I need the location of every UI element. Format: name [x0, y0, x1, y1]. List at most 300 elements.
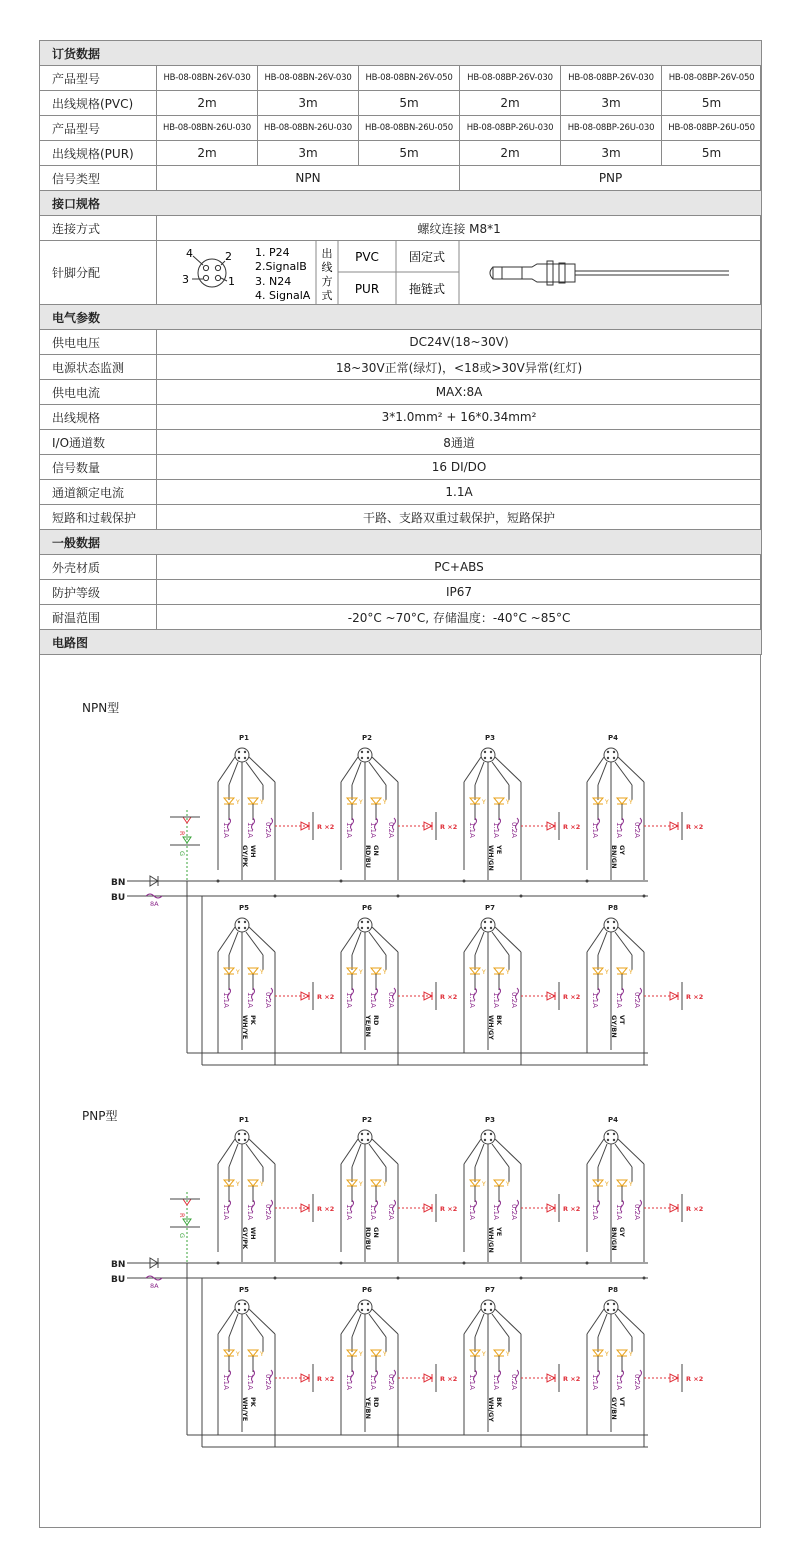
port-connector-icon — [481, 918, 495, 932]
led-y-label: Y — [383, 1351, 387, 1358]
bu-label: BU — [111, 1275, 126, 1285]
connection-label: 连接方式 — [40, 216, 157, 241]
pin-hole — [215, 265, 220, 270]
wire — [615, 762, 632, 785]
pur-length: 5m — [359, 141, 460, 166]
wire-code: YE/BN — [364, 1397, 372, 1419]
wire-code: RD — [372, 1015, 380, 1026]
pin-dot — [490, 1133, 492, 1135]
wire — [218, 1139, 235, 1164]
led-y-label: Y — [482, 1351, 486, 1358]
pin-dot — [361, 751, 363, 753]
wire-code: WH/GN — [487, 845, 495, 871]
led-icon — [494, 798, 504, 804]
led-y-label: Y — [605, 1181, 609, 1188]
pin-dot — [238, 921, 240, 923]
elec-value: MAX:8A — [157, 380, 762, 405]
pin-dot — [484, 1133, 486, 1135]
section-interface: 接口规格 — [40, 191, 762, 216]
junction-dot — [397, 895, 400, 898]
power-led-r: R — [178, 831, 186, 836]
pin-dot — [367, 1309, 369, 1311]
wire — [615, 1144, 632, 1167]
led-y-label: Y — [482, 799, 486, 806]
pin-dot — [607, 757, 609, 759]
port-connector-icon — [604, 918, 618, 932]
led-y-label: Y — [383, 1181, 387, 1188]
red-led-label: R ×2 — [563, 993, 581, 1001]
pin-dot — [367, 927, 369, 929]
pin-dot — [244, 927, 246, 929]
wire-code: GY/PK — [241, 845, 249, 868]
wire — [464, 757, 481, 782]
fuse-label: 0.2A — [510, 1374, 518, 1390]
elec-label: 电源状态监测 — [40, 355, 157, 380]
port-label: P1 — [239, 735, 250, 742]
fuse-label: 0.2A — [264, 992, 272, 1008]
junction-dot — [274, 895, 277, 898]
signal-pnp: PNP — [460, 166, 762, 191]
led-icon — [248, 1350, 258, 1356]
port-label: P3 — [485, 735, 496, 742]
pvc-model: HB-08-08BN-26V-030 — [157, 66, 258, 91]
pin-dot — [484, 757, 486, 759]
wire — [249, 757, 275, 782]
pin-dot — [613, 757, 615, 759]
pin-dot — [613, 1133, 615, 1135]
red-led-label: R ×2 — [563, 823, 581, 831]
junction-dot — [463, 1262, 466, 1265]
led-icon — [617, 968, 627, 974]
junction-dot — [643, 895, 646, 898]
port-connector-icon — [235, 1300, 249, 1314]
section-general: 一般数据 — [40, 530, 762, 555]
outlet-pur: PUR — [354, 282, 380, 296]
fuse-label: 1.1A — [345, 822, 353, 838]
fuse-label: 1.1A — [222, 1374, 230, 1390]
junction-dot — [520, 895, 523, 898]
wire — [495, 1139, 521, 1164]
elec-value: DC24V(18~30V) — [157, 330, 762, 355]
pin-dot — [607, 1309, 609, 1311]
wire — [464, 927, 481, 952]
general-value: -20°C ~70°C, 存储温度：-40°C ~85°C — [157, 605, 762, 630]
pin-dot — [613, 921, 615, 923]
led-y-label: Y — [359, 1351, 363, 1358]
elec-value: 16 DI/DO — [157, 455, 762, 480]
wire-code: WH/GN — [487, 1227, 495, 1253]
port-label: P2 — [362, 1117, 373, 1124]
pin-dot — [607, 751, 609, 753]
pin-dot — [361, 921, 363, 923]
pin-desc: 4. SignalA — [255, 289, 311, 302]
pvc-model: HB-08-08BP-26V-050 — [662, 66, 762, 91]
section-ordering: 订货数据 — [40, 41, 762, 66]
pin-dot — [613, 1303, 615, 1305]
port-module — [587, 904, 703, 1050]
led-icon — [617, 1180, 627, 1186]
led-y-label: Y — [236, 969, 240, 976]
wire — [246, 932, 263, 955]
elec-label: I/O通道数 — [40, 430, 157, 455]
pvc-length: 2m — [157, 91, 258, 116]
wire — [352, 1314, 361, 1337]
pin-number: 4 — [186, 247, 193, 260]
port-connector-icon — [358, 918, 372, 932]
pin-dot — [238, 1303, 240, 1305]
pin-dot — [484, 1139, 486, 1141]
general-value: PC+ABS — [157, 555, 762, 580]
wire — [464, 1139, 481, 1164]
led-y-label: Y — [236, 1181, 240, 1188]
pin-number: 1 — [228, 275, 235, 288]
pin-dot — [367, 921, 369, 923]
port-label: P6 — [362, 1286, 373, 1294]
port-module — [341, 1286, 457, 1432]
red-led-label: R ×2 — [440, 823, 458, 831]
pin-hole — [203, 265, 208, 270]
wire — [598, 762, 607, 785]
fuse-label: 1.1A — [345, 1374, 353, 1390]
wire — [341, 927, 358, 952]
wire — [618, 927, 644, 952]
wire-code: GY/BN — [610, 1397, 618, 1420]
red-led-label: R ×2 — [563, 1205, 581, 1213]
pur-model: HB-08-08BP-26U-030 — [460, 116, 561, 141]
led-y-label: Y — [605, 1351, 609, 1358]
main-fuse-label: 8A — [150, 1282, 159, 1290]
led-icon — [248, 968, 258, 974]
led-y-label: Y — [383, 969, 387, 976]
led-y-label: Y — [383, 799, 387, 806]
led-y-label: Y — [260, 1181, 264, 1188]
wire — [229, 762, 238, 785]
fuse-label: 1.1A — [468, 1204, 476, 1220]
wire — [598, 932, 607, 955]
elec-label: 供电电流 — [40, 380, 157, 405]
pin-dot — [367, 1133, 369, 1135]
led-y-label: Y — [629, 969, 633, 976]
led-y-label: Y — [506, 969, 510, 976]
wire-code: VT — [618, 1397, 626, 1407]
wire-code: GN — [372, 845, 380, 856]
led-icon — [617, 798, 627, 804]
model-label: 产品型号 — [40, 116, 157, 141]
pin-dot — [484, 927, 486, 929]
fuse-label: 1.1A — [492, 992, 500, 1008]
pin-dot — [361, 757, 363, 759]
model-label: 产品型号 — [40, 66, 157, 91]
pin-hole — [215, 275, 220, 280]
signal-type-label: 信号类型 — [40, 166, 157, 191]
wire — [218, 1309, 235, 1334]
pin-dot — [244, 1303, 246, 1305]
fuse-label: 0.2A — [387, 822, 395, 838]
port-connector-icon — [481, 748, 495, 762]
pin-desc: 1. P24 — [255, 246, 290, 259]
junction-dot — [340, 1262, 343, 1265]
wire-code: BN/GN — [610, 1227, 618, 1251]
fuse-label: 0.2A — [387, 992, 395, 1008]
port-module — [341, 1117, 457, 1262]
red-led-label: R ×2 — [317, 1375, 335, 1383]
pin-dot — [484, 1303, 486, 1305]
wire — [475, 762, 484, 785]
general-label: 防护等级 — [40, 580, 157, 605]
elec-value: 干路、支路双重过载保护，短路保护 — [157, 505, 762, 530]
wire — [229, 932, 238, 955]
red-led-label: R ×2 — [563, 1375, 581, 1383]
wire-code: GN — [372, 1227, 380, 1238]
pnp-diagram-title: PNP型 — [82, 1109, 118, 1123]
wire — [492, 1314, 509, 1337]
wire-code: BK — [495, 1015, 503, 1025]
wire-code: GY — [618, 1227, 626, 1237]
pin-dot — [244, 1309, 246, 1311]
led-icon — [371, 798, 381, 804]
pin-dot — [361, 927, 363, 929]
wire — [249, 1309, 275, 1334]
led-icon — [248, 798, 258, 804]
led-y-label: Y — [506, 1181, 510, 1188]
elec-label: 供电电压 — [40, 330, 157, 355]
pin-desc: 2.SignalB — [255, 260, 307, 273]
wire — [229, 1144, 238, 1167]
power-led-r: R — [178, 1213, 186, 1218]
pin-dot — [244, 1133, 246, 1135]
fuse-label: 0.2A — [387, 1204, 395, 1220]
fuse-label: 1.1A — [222, 1204, 230, 1220]
section-circuit: 电路图 — [40, 630, 762, 655]
red-led-label: R ×2 — [686, 993, 704, 1001]
wire-code: BN/GN — [610, 845, 618, 869]
wire — [598, 1314, 607, 1337]
power-led-g: G — [178, 1233, 186, 1239]
port-connector-icon — [358, 1130, 372, 1144]
fuse-label: 0.2A — [510, 992, 518, 1008]
led-y-label: Y — [359, 969, 363, 976]
pin-dot — [607, 927, 609, 929]
wire — [475, 1314, 484, 1337]
port-label: P3 — [485, 1117, 496, 1124]
wire — [475, 932, 484, 955]
pin-number: 2 — [225, 250, 232, 263]
npn-circuit-diagram — [0, 735, 800, 1095]
port-label: P4 — [608, 735, 619, 742]
junction-dot — [217, 1262, 220, 1265]
bu-label: BU — [111, 893, 126, 903]
spec-table — [39, 40, 762, 655]
wire-code: RD/BU — [364, 845, 372, 869]
fuse-label: 1.1A — [369, 1204, 377, 1220]
wire — [492, 762, 509, 785]
port-module — [218, 904, 334, 1050]
port-module — [218, 1286, 334, 1432]
pur-length: 3m — [561, 141, 662, 166]
port-label: P7 — [485, 1286, 496, 1294]
port-module — [464, 735, 580, 880]
wire — [218, 757, 235, 782]
wire-code: YE — [495, 1227, 503, 1237]
fuse-label: 1.1A — [615, 992, 623, 1008]
wire — [352, 762, 361, 785]
led-y-label: Y — [506, 1351, 510, 1358]
wire — [372, 1139, 398, 1164]
port-connector-icon — [235, 918, 249, 932]
outlet-label-char: 出 — [321, 247, 333, 260]
led-y-label: Y — [260, 969, 264, 976]
pvc-length: 3m — [561, 91, 662, 116]
pur-length-label: 出线规格(PUR) — [40, 141, 157, 166]
general-value: IP67 — [157, 580, 762, 605]
fuse-label: 1.1A — [615, 822, 623, 838]
elec-label: 出线规格 — [40, 405, 157, 430]
wire — [341, 1309, 358, 1334]
wire — [618, 1139, 644, 1164]
red-led-label: R ×2 — [317, 1205, 335, 1213]
wire — [249, 1139, 275, 1164]
wire-code: YE/BN — [364, 1015, 372, 1037]
pin-dot — [361, 1309, 363, 1311]
led-y-label: Y — [359, 1181, 363, 1188]
pin-dot — [490, 921, 492, 923]
pur-length: 3m — [258, 141, 359, 166]
port-label: P1 — [239, 1117, 250, 1124]
pin-dot — [613, 1309, 615, 1311]
port-connector-icon — [604, 748, 618, 762]
led-icon — [248, 1180, 258, 1186]
wire — [598, 1144, 607, 1167]
red-led-label: R ×2 — [686, 823, 704, 831]
wire-code: PK — [249, 1397, 257, 1407]
fuse-label: 1.1A — [369, 822, 377, 838]
wire — [229, 1314, 238, 1337]
port-label: P7 — [485, 904, 496, 912]
wire — [372, 927, 398, 952]
led-y-label: Y — [629, 799, 633, 806]
led-y-label: Y — [260, 799, 264, 806]
wire-code: WH/YE — [241, 1015, 249, 1040]
elec-label: 短路和过载保护 — [40, 505, 157, 530]
port-label: P6 — [362, 904, 373, 912]
wire — [615, 1314, 632, 1337]
fuse-label: 1.1A — [591, 992, 599, 1008]
connector-face-icon — [198, 259, 226, 287]
red-led-label: R ×2 — [440, 1375, 458, 1383]
port-label: P5 — [239, 904, 250, 912]
pin-dot — [607, 1139, 609, 1141]
pur-length: 2m — [157, 141, 258, 166]
led-y-label: Y — [482, 969, 486, 976]
port-connector-icon — [604, 1130, 618, 1144]
junction-dot — [643, 1277, 646, 1280]
pur-model: HB-08-08BN-26U-030 — [258, 116, 359, 141]
outlet-label-char: 线 — [321, 261, 333, 274]
wire — [475, 1144, 484, 1167]
led-icon — [617, 1350, 627, 1356]
fuse-label: 1.1A — [246, 1374, 254, 1390]
port-connector-icon — [481, 1300, 495, 1314]
junction-dot — [586, 880, 589, 883]
red-led-label: R ×2 — [317, 823, 335, 831]
wire — [587, 927, 604, 952]
general-label: 外壳材质 — [40, 555, 157, 580]
wire — [587, 1139, 604, 1164]
wire — [369, 1144, 386, 1167]
wire — [369, 932, 386, 955]
pin-dot — [367, 1139, 369, 1141]
led-y-label: Y — [236, 1351, 240, 1358]
outlet-label-char: 方 — [321, 275, 333, 288]
pin-assignment-cell — [157, 241, 761, 304]
fuse-label: 1.1A — [246, 992, 254, 1008]
fuse-label: 1.1A — [615, 1374, 623, 1390]
fuse-label: 0.2A — [633, 1374, 641, 1390]
pin-dot — [607, 1133, 609, 1135]
port-connector-icon — [604, 1300, 618, 1314]
main-fuse-label: 8A — [150, 900, 159, 908]
wire — [369, 1314, 386, 1337]
pin-dot — [238, 757, 240, 759]
wire-code: GY — [618, 845, 626, 855]
wire — [618, 757, 644, 782]
wire-code: WH/GY — [487, 1397, 495, 1422]
port-label: P8 — [608, 904, 619, 912]
pin-desc: 3. N24 — [255, 275, 292, 288]
pin-dot — [613, 1139, 615, 1141]
pin-assignment-label: 针脚分配 — [40, 241, 157, 305]
led-icon — [494, 968, 504, 974]
led-icon — [371, 968, 381, 974]
pin-dot — [367, 757, 369, 759]
port-module — [464, 1286, 580, 1432]
pin-dot — [244, 757, 246, 759]
pin-dot — [238, 1133, 240, 1135]
fuse-label: 1.1A — [591, 822, 599, 838]
wire-code: RD/BU — [364, 1227, 372, 1251]
wire-code: YE — [495, 845, 503, 855]
elec-label: 信号数量 — [40, 455, 157, 480]
pvc-length: 2m — [460, 91, 561, 116]
wire-code: WH — [249, 845, 257, 858]
fuse-label: 1.1A — [222, 992, 230, 1008]
general-label: 耐温范围 — [40, 605, 157, 630]
pin-dot — [238, 1309, 240, 1311]
pin-dot — [490, 927, 492, 929]
pin-dot — [484, 921, 486, 923]
wire — [464, 1309, 481, 1334]
pin-dot — [613, 751, 615, 753]
port-label: P2 — [362, 735, 373, 742]
fuse-label: 1.1A — [369, 1374, 377, 1390]
pvc-length: 5m — [359, 91, 460, 116]
pvc-length: 5m — [662, 91, 762, 116]
port-connector-icon — [235, 748, 249, 762]
red-led-label: R ×2 — [686, 1375, 704, 1383]
pin-dot — [238, 927, 240, 929]
port-module — [464, 904, 580, 1050]
pin-assignment-drawing — [157, 241, 761, 304]
port-module — [464, 1117, 580, 1262]
wire — [587, 1309, 604, 1334]
fuse-label: 1.1A — [591, 1204, 599, 1220]
wire-code: RD — [372, 1397, 380, 1408]
pin-dot — [607, 1303, 609, 1305]
pin-dot — [367, 1303, 369, 1305]
fuse-label: 1.1A — [222, 822, 230, 838]
port-label: P5 — [239, 1286, 250, 1294]
wire-code: WH — [249, 1227, 257, 1240]
